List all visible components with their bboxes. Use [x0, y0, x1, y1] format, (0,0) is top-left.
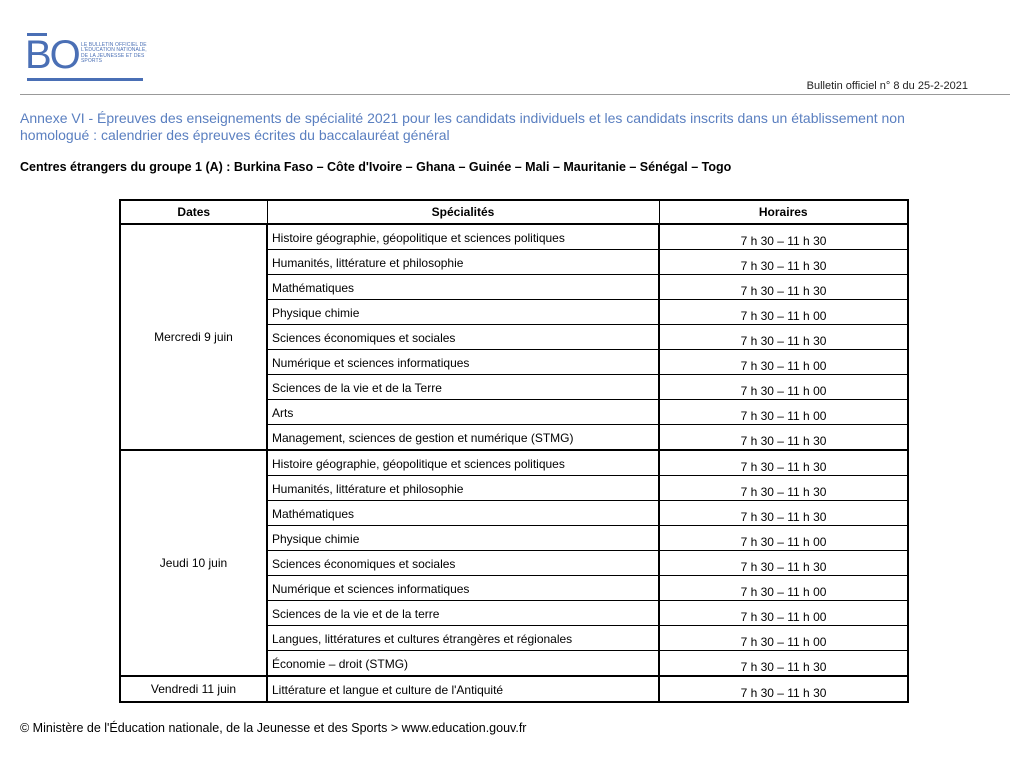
horaires-cell: 7 h 30 – 11 h 30 — [659, 476, 908, 501]
specialite-cell: Sciences de la vie et de la terre — [267, 601, 659, 626]
horaires-cell: 7 h 30 – 11 h 30 — [659, 676, 908, 702]
horaires-cell: 7 h 30 – 11 h 30 — [659, 551, 908, 576]
specialite-cell: Sciences économiques et sociales — [267, 325, 659, 350]
horaires-cell: 7 h 30 – 11 h 00 — [659, 375, 908, 400]
header-dates: Dates — [120, 200, 267, 224]
horaires-cell: 7 h 30 – 11 h 00 — [659, 300, 908, 325]
logo-text: BO — [25, 33, 79, 77]
horaires-cell: 7 h 30 – 11 h 00 — [659, 601, 908, 626]
specialite-cell: Littérature et langue et culture de l'Antiquité — [267, 676, 659, 702]
specialite-cell: Langues, littératures et cultures étrangères et régionales — [267, 626, 659, 651]
centres-heading: Centres étrangers du groupe 1 (A) : Burkina Faso – Côte d'Ivoire – Ghana – Guinée – Mali – Mauritanie – Sénégal – Togo — [20, 160, 732, 174]
horaires-cell: 7 h 30 – 11 h 30 — [659, 250, 908, 275]
horaires-cell: 7 h 30 – 11 h 30 — [659, 224, 908, 250]
table-header-row — [120, 200, 908, 224]
specialite-cell: Numérique et sciences informatiques — [267, 576, 659, 601]
horaires-cell: 7 h 30 – 11 h 30 — [659, 425, 908, 451]
specialite-cell: Physique chimie — [267, 300, 659, 325]
table-body — [120, 224, 908, 702]
header-specialites: Spécialités — [267, 200, 659, 224]
specialite-cell: Économie – droit (STMG) — [267, 651, 659, 677]
table-row — [120, 450, 908, 476]
table-row — [120, 676, 908, 702]
specialite-cell: Humanités, littérature et philosophie — [267, 476, 659, 501]
specialite-cell: Numérique et sciences informatiques — [267, 350, 659, 375]
specialite-cell: Mathématiques — [267, 501, 659, 526]
specialite-cell: Physique chimie — [267, 526, 659, 551]
table-row — [120, 224, 908, 250]
horaires-cell: 7 h 30 – 11 h 30 — [659, 651, 908, 677]
horaires-cell: 7 h 30 – 11 h 00 — [659, 526, 908, 551]
horaires-cell: 7 h 30 – 11 h 00 — [659, 626, 908, 651]
specialite-cell: Humanités, littérature et philosophie — [267, 250, 659, 275]
footer-copyright: © Ministère de l'Éducation nationale, de la Jeunesse et des Sports > www.education.gouv.fr — [20, 721, 527, 735]
bulletin-reference: Bulletin officiel n° 8 du 25-2-2021 — [806, 80, 968, 92]
header-horaires: Horaires — [659, 200, 908, 224]
horaires-cell: 7 h 30 – 11 h 00 — [659, 400, 908, 425]
logo-bar-bottom — [27, 78, 143, 81]
logo-tagline: LE BULLETIN OFFICIEL DE L'ÉDUCATION NATIONALE, DE LA JEUNESSE ET DES SPORTS — [81, 42, 147, 64]
date-cell: Vendredi 11 juin — [120, 676, 267, 702]
annex-title: Annexe VI - Épreuves des enseignements de spécialité 2021 pour les candidats individuels et les candidats inscrits dans un établissement non homologué : calendrier des épreuves écrites du baccalauréat général — [20, 110, 905, 143]
horaires-cell: 7 h 30 – 11 h 00 — [659, 576, 908, 601]
horaires-cell: 7 h 30 – 11 h 30 — [659, 325, 908, 350]
horaires-cell: 7 h 30 – 11 h 30 — [659, 450, 908, 476]
bo-logo — [25, 33, 145, 85]
date-cell: Jeudi 10 juin — [120, 450, 267, 676]
specialite-cell: Arts — [267, 400, 659, 425]
specialite-cell: Management, sciences de gestion et numérique (STMG) — [267, 425, 659, 451]
horaires-cell: 7 h 30 – 11 h 30 — [659, 501, 908, 526]
exam-schedule-table — [119, 199, 909, 703]
specialite-cell: Histoire géographie, géopolitique et sciences politiques — [267, 450, 659, 476]
date-cell: Mercredi 9 juin — [120, 224, 267, 450]
specialite-cell: Sciences de la vie et de la Terre — [267, 375, 659, 400]
horaires-cell: 7 h 30 – 11 h 00 — [659, 350, 908, 375]
specialite-cell: Mathématiques — [267, 275, 659, 300]
specialite-cell: Histoire géographie, géopolitique et sciences politiques — [267, 224, 659, 250]
specialite-cell: Sciences économiques et sociales — [267, 551, 659, 576]
horaires-cell: 7 h 30 – 11 h 30 — [659, 275, 908, 300]
header-divider — [20, 94, 1010, 95]
